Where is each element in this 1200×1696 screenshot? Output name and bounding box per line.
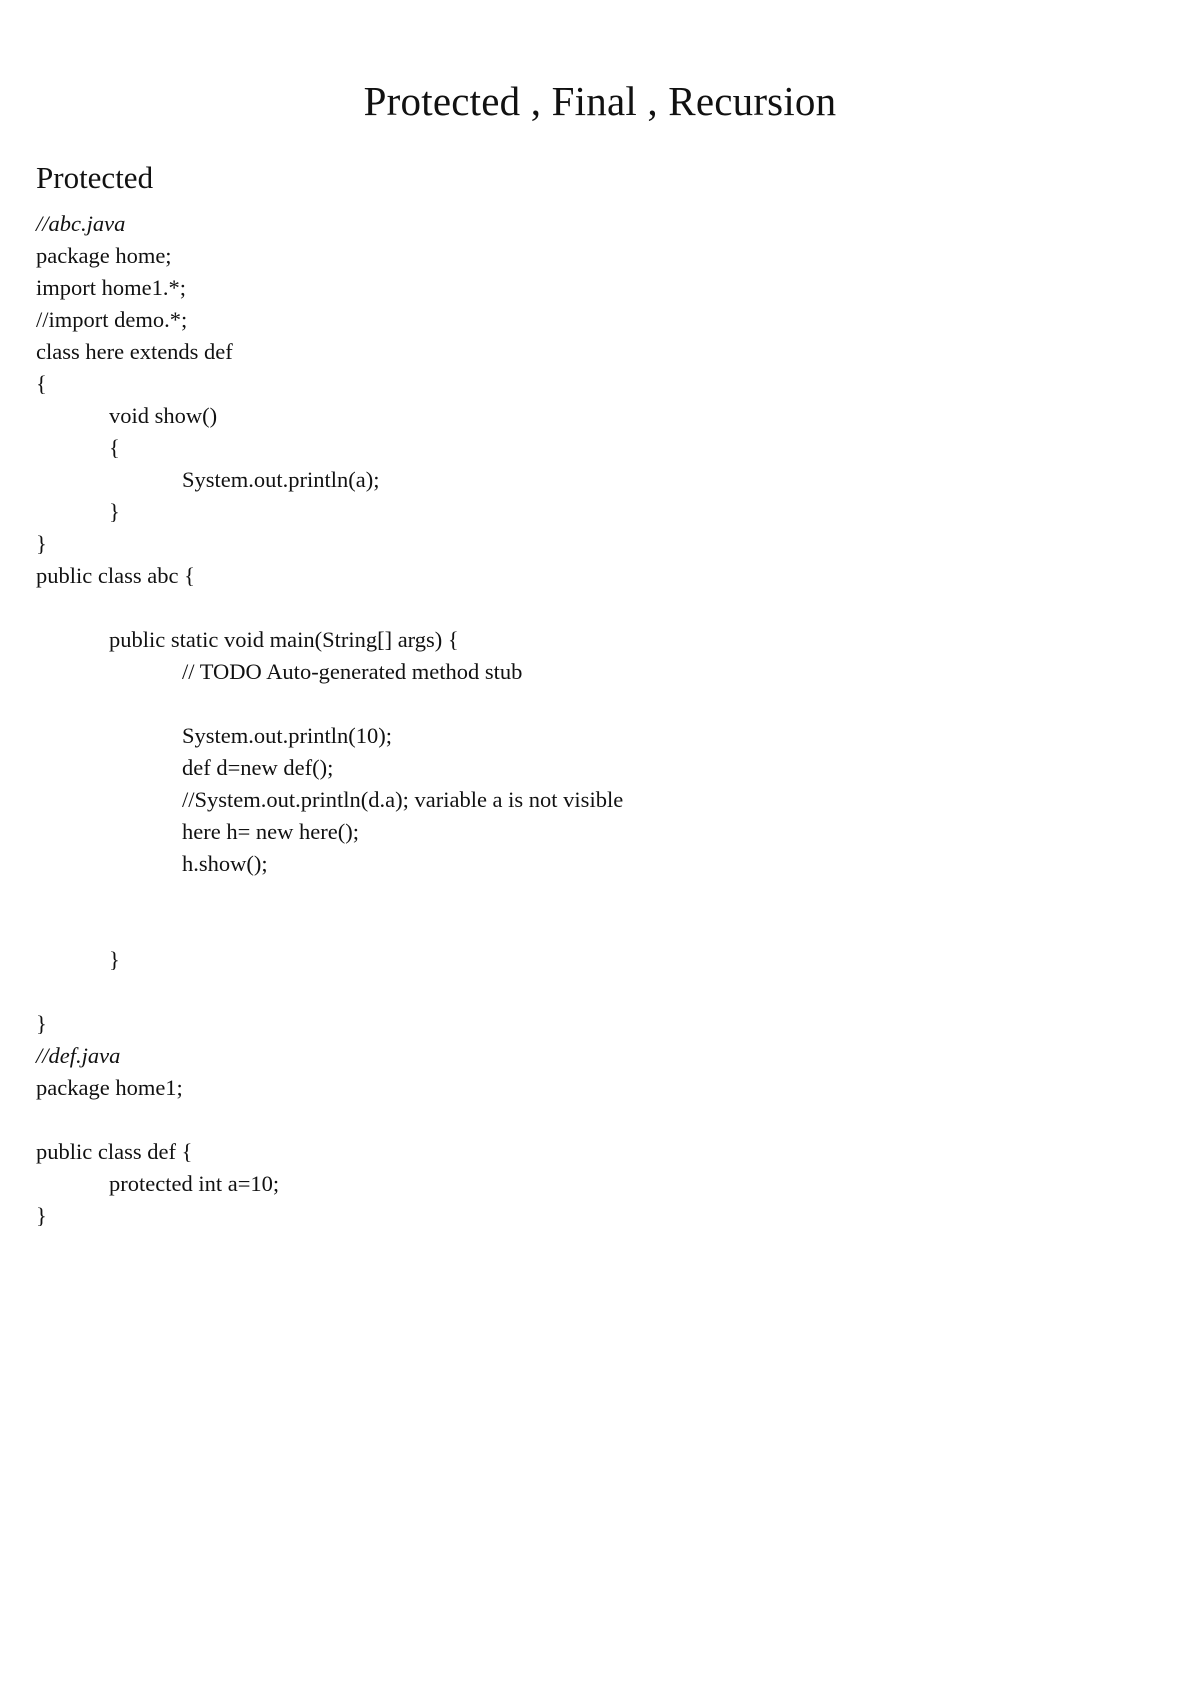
code-line: System.out.println(10); bbox=[182, 723, 392, 748]
code-line: void show() bbox=[109, 403, 218, 428]
code-line: here h= new here(); bbox=[182, 819, 359, 844]
code-line: import home1.*; bbox=[36, 275, 186, 300]
code-line: h.show(); bbox=[182, 851, 268, 876]
code-line bbox=[36, 592, 1136, 624]
code-listing bbox=[36, 208, 1136, 1232]
code-line bbox=[36, 912, 1136, 944]
document-title: Protected , Final , Recursion bbox=[363, 78, 837, 124]
code-line: package home1; bbox=[36, 1075, 183, 1100]
code-line: System.out.println(a); bbox=[182, 467, 380, 492]
code-line bbox=[36, 688, 1136, 720]
file-name-comment: //def.java bbox=[36, 1043, 121, 1068]
code-line: } bbox=[36, 1011, 47, 1036]
code-line: protected int a=10; bbox=[109, 1171, 280, 1196]
section-heading-protected: Protected bbox=[36, 160, 154, 195]
code-line: // TODO Auto-generated method stub bbox=[182, 659, 523, 684]
code-line: public static void main(String[] args) { bbox=[109, 627, 459, 652]
code-line: } bbox=[109, 947, 120, 972]
code-line: { bbox=[109, 435, 120, 460]
code-line bbox=[36, 976, 1136, 1008]
file-name-comment: //abc.java bbox=[36, 211, 126, 236]
code-line: } bbox=[36, 1203, 47, 1228]
code-line bbox=[36, 1104, 1136, 1136]
code-line: public class def { bbox=[36, 1139, 193, 1164]
code-line: //import demo.*; bbox=[36, 307, 188, 332]
code-line bbox=[36, 880, 1136, 912]
code-line: def d=new def(); bbox=[182, 755, 334, 780]
code-line: } bbox=[36, 531, 47, 556]
code-line: class here extends def bbox=[36, 339, 233, 364]
code-line: public class abc { bbox=[36, 563, 195, 588]
code-line: { bbox=[36, 371, 47, 396]
code-line: } bbox=[109, 499, 120, 524]
code-line: //System.out.println(d.a); variable a is not visible bbox=[182, 787, 624, 812]
code-line: package home; bbox=[36, 243, 172, 268]
